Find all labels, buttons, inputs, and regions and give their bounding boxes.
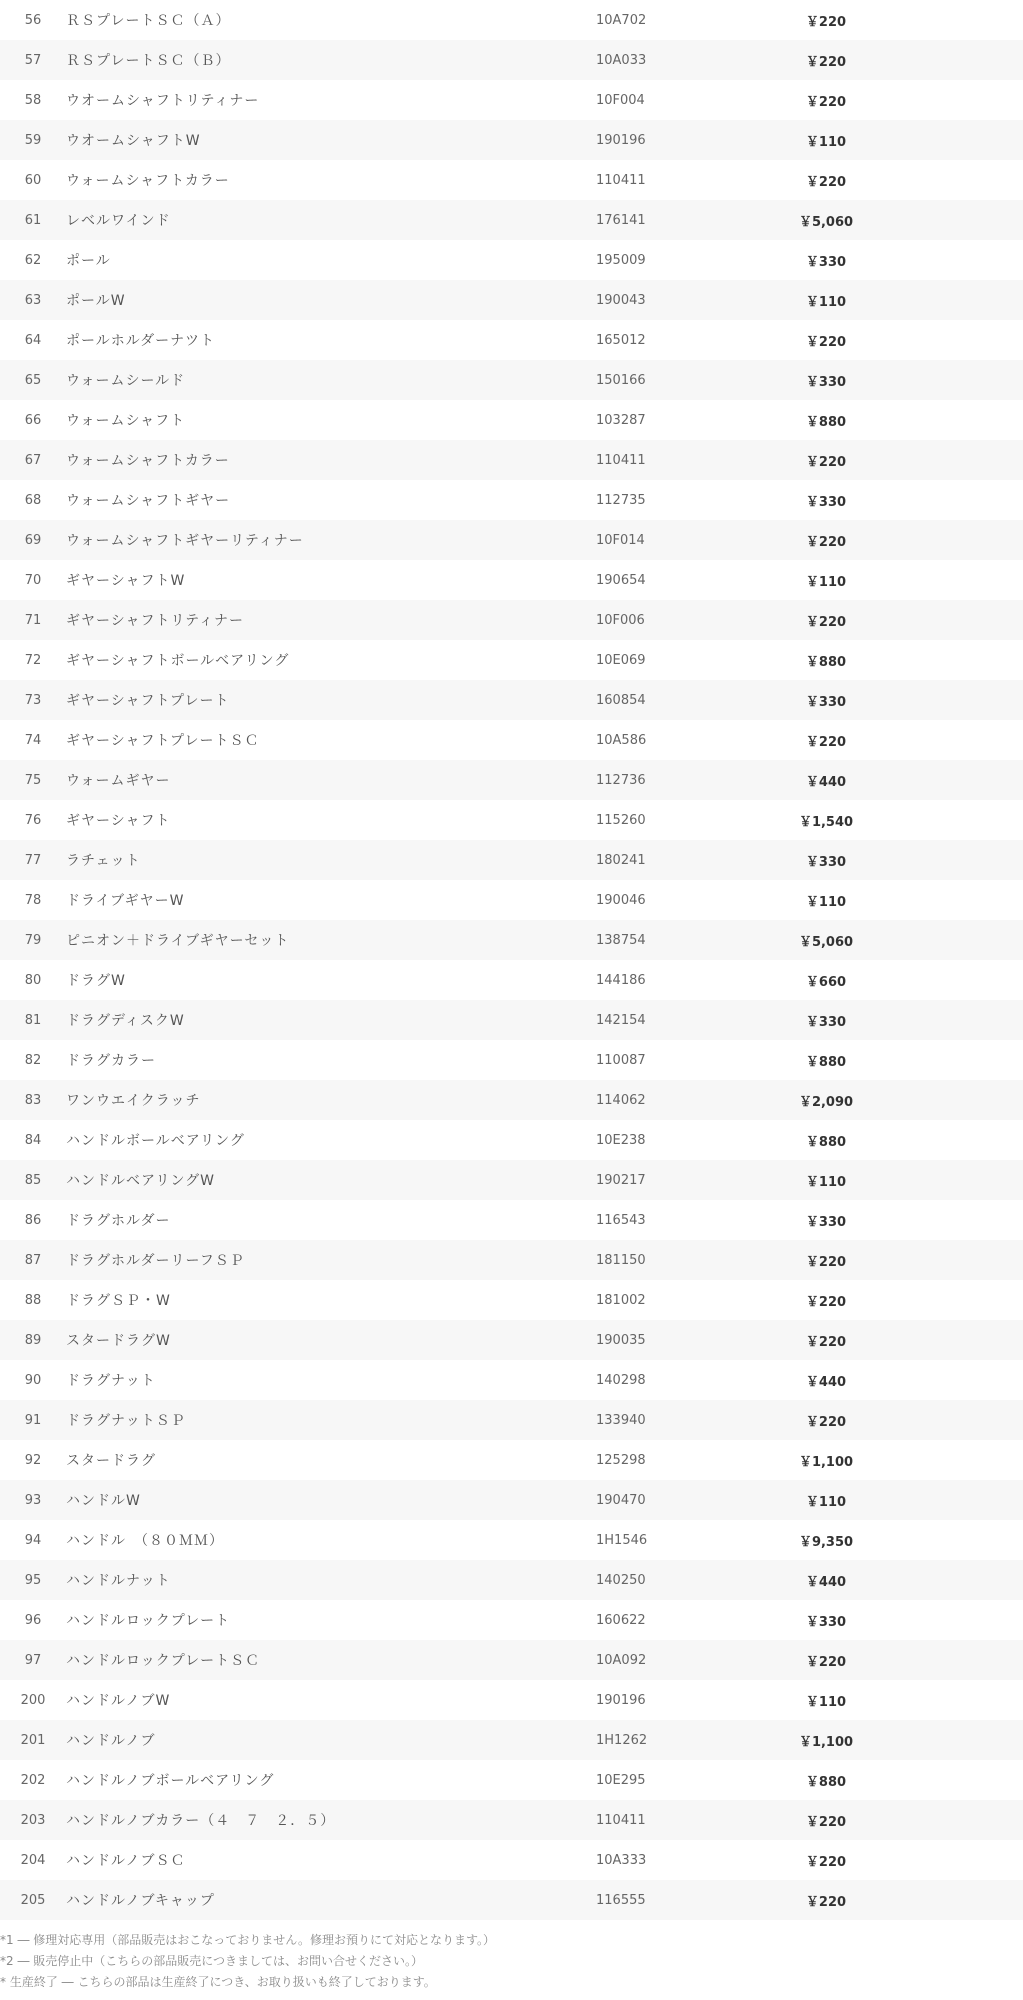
part-name-cell: ウオームシャフトW (66, 133, 201, 149)
part-price-cell: ￥330 (805, 1214, 847, 1230)
table-row (0, 1840, 1023, 1880)
part-number-cell: 87 (24, 1252, 42, 1268)
part-price-cell: ￥220 (805, 174, 847, 190)
row-spacer (896, 120, 1023, 160)
table-row (0, 200, 1023, 240)
part-code-cell: 114062 (596, 1092, 646, 1108)
table-row (0, 1280, 1023, 1320)
row-spacer (896, 440, 1023, 480)
part-price-cell: ￥220 (805, 1814, 847, 1830)
part-number-cell: 76 (24, 812, 42, 828)
table-row (0, 480, 1023, 520)
table-row (0, 840, 1023, 880)
part-price-cell: ￥110 (805, 294, 847, 310)
table-row (0, 880, 1023, 920)
row-spacer (896, 1480, 1023, 1520)
row-spacer (896, 200, 1023, 240)
part-number-cell: 71 (24, 612, 42, 628)
part-price-cell: ￥220 (805, 1894, 847, 1910)
part-price-cell: ￥220 (805, 334, 847, 350)
part-number-cell: 81 (24, 1012, 42, 1028)
part-name-cell: ウォームシャフト (66, 413, 186, 429)
row-spacer (896, 1760, 1023, 1800)
table-row (0, 960, 1023, 1000)
row-spacer (896, 1160, 1023, 1200)
table-row (0, 760, 1023, 800)
part-code-cell: 138754 (596, 932, 646, 948)
footnote-discontinued: * 生産終了 ― こちらの部品は生産終了につき、お取り扱いも終了しております。 (0, 1975, 436, 1989)
part-code-cell: 1H1546 (596, 1532, 648, 1548)
part-name-cell: ギヤーシャフトW (66, 573, 186, 589)
part-code-cell: 10E069 (596, 652, 646, 668)
part-number-cell: 74 (24, 732, 42, 748)
row-spacer (896, 1840, 1023, 1880)
row-spacer (896, 1360, 1023, 1400)
part-price-cell: ￥220 (805, 734, 847, 750)
table-row (0, 40, 1023, 80)
part-name-cell: ポール (66, 253, 111, 269)
row-spacer (896, 1320, 1023, 1360)
part-number-cell: 70 (24, 572, 42, 588)
part-price-cell: ￥110 (805, 1494, 847, 1510)
footnote-repair-only: *1 ― 修理対応専用（部品販売はおこなっておりません。修理お預りにて対応となります。） (0, 1933, 496, 1947)
part-code-cell: 1H1262 (596, 1732, 648, 1748)
part-code-cell: 142154 (596, 1012, 646, 1028)
part-name-cell: ハンドルノブボールベアリング (66, 1773, 275, 1789)
table-row (0, 360, 1023, 400)
part-number-cell: 88 (24, 1292, 42, 1308)
part-code-cell: 190046 (596, 892, 646, 908)
part-code-cell: 190043 (596, 292, 646, 308)
part-code-cell: 140298 (596, 1372, 646, 1388)
part-name-cell: ドラグＳＰ・W (66, 1293, 171, 1309)
part-code-cell: 10F004 (596, 92, 645, 108)
table-row (0, 680, 1023, 720)
row-spacer (896, 1560, 1023, 1600)
part-code-cell: 10E295 (596, 1772, 646, 1788)
part-number-cell: 67 (24, 452, 42, 468)
row-spacer (896, 320, 1023, 360)
table-row (0, 440, 1023, 480)
part-code-cell: 190196 (596, 132, 646, 148)
table-row (0, 0, 1023, 40)
footnote-sales-suspended: *2 ― 販売停止中（こちらの部品販売につきましては、お問い合せください。） (0, 1954, 424, 1968)
row-spacer (896, 920, 1023, 960)
table-row (0, 1680, 1023, 1720)
table-row (0, 240, 1023, 280)
part-name-cell: ハンドルノブ (66, 1733, 156, 1749)
part-name-cell: ハンドル （８０ＭＭ） (66, 1533, 224, 1549)
part-name-cell: ピニオン＋ドライブギヤーセット (66, 933, 290, 949)
part-code-cell: 195009 (596, 252, 646, 268)
part-code-cell: 112736 (596, 772, 646, 788)
table-row (0, 1360, 1023, 1400)
part-code-cell: 115260 (596, 812, 646, 828)
table-row (0, 1200, 1023, 1240)
part-number-cell: 69 (24, 532, 42, 548)
part-price-cell: ￥220 (805, 614, 847, 630)
row-spacer (896, 520, 1023, 560)
part-number-cell: 84 (24, 1132, 42, 1148)
part-price-cell: ￥880 (805, 1774, 847, 1790)
footnotes (0, 1930, 1023, 1993)
part-code-cell: 10A033 (596, 52, 647, 68)
row-spacer (896, 280, 1023, 320)
table-row (0, 1240, 1023, 1280)
part-code-cell: 10A702 (596, 12, 647, 28)
part-code-cell: 165012 (596, 332, 646, 348)
part-code-cell: 160622 (596, 1612, 646, 1628)
part-number-cell: 63 (24, 292, 42, 308)
part-name-cell: ハンドルW (66, 1493, 141, 1509)
table-row (0, 1720, 1023, 1760)
part-code-cell: 160854 (596, 692, 646, 708)
row-spacer (896, 1680, 1023, 1720)
part-name-cell: ドラグカラー (66, 1053, 156, 1069)
part-number-cell: 201 (20, 1732, 46, 1748)
part-number-cell: 89 (24, 1332, 42, 1348)
table-row (0, 80, 1023, 120)
part-name-cell: ハンドルノブカラー（４ ７ ２．５） (66, 1813, 336, 1829)
part-name-cell: ハンドルロックプレートＳＣ (66, 1653, 261, 1669)
part-name-cell: ギヤーシャフトリティナー (66, 613, 245, 629)
part-number-cell: 93 (24, 1492, 42, 1508)
part-code-cell: 10A092 (596, 1652, 647, 1668)
part-name-cell: ギヤーシャフトボールベアリング (66, 653, 290, 669)
table-row (0, 1440, 1023, 1480)
part-code-cell: 10F006 (596, 612, 645, 628)
row-spacer (896, 1880, 1023, 1920)
part-code-cell: 133940 (596, 1412, 646, 1428)
part-number-cell: 78 (24, 892, 42, 908)
part-price-cell: ￥330 (805, 254, 847, 270)
table-row (0, 600, 1023, 640)
table-row (0, 520, 1023, 560)
part-number-cell: 75 (24, 772, 42, 788)
part-number-cell: 59 (24, 132, 42, 148)
part-name-cell: ハンドルロックプレート (66, 1613, 231, 1629)
part-code-cell: 116555 (596, 1892, 646, 1908)
part-price-cell: ￥110 (805, 1174, 847, 1190)
part-price-cell: ￥330 (805, 374, 847, 390)
part-number-cell: 85 (24, 1172, 42, 1188)
row-spacer (896, 1440, 1023, 1480)
part-price-cell: ￥330 (805, 494, 847, 510)
table-row (0, 1520, 1023, 1560)
part-price-cell: ￥5,060 (798, 214, 854, 230)
part-name-cell: スタードラグ (66, 1453, 156, 1469)
table-row (0, 120, 1023, 160)
part-number-cell: 86 (24, 1212, 42, 1228)
table-row (0, 720, 1023, 760)
part-code-cell: 10A586 (596, 732, 647, 748)
part-number-cell: 203 (20, 1812, 46, 1828)
part-number-cell: 57 (24, 52, 42, 68)
part-code-cell: 140250 (596, 1572, 646, 1588)
part-number-cell: 205 (20, 1892, 46, 1908)
row-spacer (896, 1400, 1023, 1440)
part-number-cell: 77 (24, 852, 42, 868)
part-code-cell: 116543 (596, 1212, 646, 1228)
part-name-cell: ドラグホルダーリーフＳＰ (66, 1253, 245, 1269)
part-number-cell: 80 (24, 972, 42, 988)
table-row (0, 1120, 1023, 1160)
table-row (0, 800, 1023, 840)
table-row (0, 1400, 1023, 1440)
row-spacer (896, 1640, 1023, 1680)
row-spacer (896, 1040, 1023, 1080)
table-row (0, 400, 1023, 440)
part-number-cell: 200 (20, 1692, 46, 1708)
part-price-cell: ￥220 (805, 454, 847, 470)
part-code-cell: 190035 (596, 1332, 646, 1348)
part-price-cell: ￥880 (805, 1054, 847, 1070)
part-code-cell: 181150 (596, 1252, 646, 1268)
table-row (0, 1000, 1023, 1040)
part-name-cell: ウォームシールド (66, 373, 186, 389)
row-spacer (896, 600, 1023, 640)
part-name-cell: ハンドルナット (66, 1573, 171, 1589)
row-spacer (896, 1720, 1023, 1760)
part-price-cell: ￥330 (805, 1614, 847, 1630)
part-number-cell: 94 (24, 1532, 42, 1548)
table-row (0, 1160, 1023, 1200)
row-spacer (896, 800, 1023, 840)
row-spacer (896, 1520, 1023, 1560)
row-spacer (896, 960, 1023, 1000)
part-number-cell: 90 (24, 1372, 42, 1388)
table-row (0, 1480, 1023, 1520)
part-number-cell: 64 (24, 332, 42, 348)
row-spacer (896, 1800, 1023, 1840)
part-number-cell: 72 (24, 652, 42, 668)
part-code-cell: 181002 (596, 1292, 646, 1308)
part-number-cell: 83 (24, 1092, 42, 1108)
part-number-cell: 66 (24, 412, 42, 428)
table-row (0, 1560, 1023, 1600)
part-name-cell: ウォームシャフトギヤー (66, 493, 231, 509)
row-spacer (896, 640, 1023, 680)
part-name-cell: ハンドルボールベアリング (66, 1133, 245, 1149)
row-spacer (896, 1280, 1023, 1320)
part-price-cell: ￥660 (805, 974, 847, 990)
part-number-cell: 62 (24, 252, 42, 268)
part-number-cell: 61 (24, 212, 42, 228)
table-row (0, 320, 1023, 360)
row-spacer (896, 1600, 1023, 1640)
row-spacer (896, 560, 1023, 600)
part-code-cell: 110411 (596, 1812, 646, 1828)
part-name-cell: ウォームシャフトギヤーリティナー (66, 533, 304, 549)
part-number-cell: 97 (24, 1652, 42, 1668)
part-code-cell: 176141 (596, 212, 646, 228)
part-name-cell: ポールホルダーナツト (66, 333, 216, 349)
part-code-cell: 144186 (596, 972, 646, 988)
part-price-cell: ￥220 (805, 94, 847, 110)
table-row (0, 160, 1023, 200)
part-name-cell: レベルワインド (66, 213, 171, 229)
part-price-cell: ￥110 (805, 1694, 847, 1710)
part-number-cell: 79 (24, 932, 42, 948)
part-name-cell: ＲＳプレートＳＣ（Ａ） (66, 13, 231, 29)
row-spacer (896, 360, 1023, 400)
part-price-cell: ￥1,100 (798, 1454, 854, 1470)
part-name-cell: スタードラグW (66, 1333, 171, 1349)
table-row (0, 1320, 1023, 1360)
part-price-cell: ￥110 (805, 574, 847, 590)
part-name-cell: ギヤーシャフト (66, 813, 171, 829)
part-number-cell: 95 (24, 1572, 42, 1588)
part-price-cell: ￥220 (805, 14, 847, 30)
row-spacer (896, 80, 1023, 120)
part-number-cell: 73 (24, 692, 42, 708)
part-number-cell: 91 (24, 1412, 42, 1428)
part-name-cell: ドラグナット (66, 1373, 156, 1389)
row-spacer (896, 40, 1023, 80)
table-row (0, 560, 1023, 600)
part-name-cell: ギヤーシャフトプレート (66, 693, 230, 709)
part-code-cell: 190654 (596, 572, 646, 588)
part-number-cell: 58 (24, 92, 42, 108)
part-code-cell: 180241 (596, 852, 646, 868)
part-name-cell: ラチェット (66, 853, 141, 869)
row-spacer (896, 1120, 1023, 1160)
part-price-cell: ￥110 (805, 134, 847, 150)
row-spacer (896, 1080, 1023, 1120)
part-price-cell: ￥220 (805, 1334, 847, 1350)
row-spacer (896, 160, 1023, 200)
row-spacer (896, 1000, 1023, 1040)
part-price-cell: ￥330 (805, 1014, 847, 1030)
table-row (0, 1640, 1023, 1680)
part-price-cell: ￥9,350 (798, 1534, 854, 1550)
table-row (0, 280, 1023, 320)
part-name-cell: ウォームギヤー (66, 773, 171, 789)
part-code-cell: 190217 (596, 1172, 646, 1188)
part-number-cell: 60 (24, 172, 42, 188)
part-name-cell: ギヤーシャフトプレートＳＣ (66, 733, 260, 749)
part-price-cell: ￥2,090 (798, 1094, 854, 1110)
row-spacer (896, 1240, 1023, 1280)
part-name-cell: ハンドルベアリングW (66, 1173, 216, 1189)
table-row (0, 1880, 1023, 1920)
part-code-cell: 10F014 (596, 532, 645, 548)
part-number-cell: 202 (20, 1772, 46, 1788)
row-spacer (896, 720, 1023, 760)
part-price-cell: ￥220 (805, 1414, 847, 1430)
part-code-cell: 110087 (596, 1052, 646, 1068)
part-name-cell: ハンドルノブＳＣ (66, 1853, 186, 1869)
row-spacer (896, 760, 1023, 800)
part-price-cell: ￥880 (805, 654, 847, 670)
row-spacer (896, 240, 1023, 280)
part-name-cell: ドラグナットＳＰ (66, 1413, 186, 1429)
part-code-cell: 10A333 (596, 1852, 647, 1868)
table-row (0, 1600, 1023, 1640)
part-code-cell: 190196 (596, 1692, 646, 1708)
part-name-cell: ＲＳプレートＳＣ（Ｂ） (66, 53, 231, 69)
part-price-cell: ￥880 (805, 1134, 847, 1150)
part-price-cell: ￥220 (805, 54, 847, 70)
table-row (0, 640, 1023, 680)
part-number-cell: 92 (24, 1452, 42, 1468)
part-name-cell: ドラグホルダー (66, 1213, 171, 1229)
part-number-cell: 82 (24, 1052, 42, 1068)
table-row (0, 1040, 1023, 1080)
part-price-cell: ￥330 (805, 854, 847, 870)
part-name-cell: ドラグW (66, 973, 126, 989)
part-name-cell: ハンドルノブキャップ (66, 1893, 215, 1909)
part-price-cell: ￥220 (805, 1294, 847, 1310)
part-name-cell: ドライブギヤーW (66, 893, 185, 909)
part-name-cell: ハンドルノブW (66, 1693, 171, 1709)
part-number-cell: 65 (24, 372, 42, 388)
part-number-cell: 68 (24, 492, 42, 508)
part-code-cell: 103287 (596, 412, 646, 428)
table-row (0, 1080, 1023, 1120)
part-price-cell: ￥5,060 (798, 934, 854, 950)
part-number-cell: 56 (24, 12, 42, 28)
part-name-cell: ドラグディスクW (66, 1013, 185, 1029)
part-price-cell: ￥1,100 (798, 1734, 854, 1750)
part-price-cell: ￥110 (805, 894, 847, 910)
table-row (0, 1760, 1023, 1800)
part-number-cell: 96 (24, 1612, 42, 1628)
part-code-cell: 10E238 (596, 1132, 646, 1148)
row-spacer (896, 680, 1023, 720)
part-name-cell: ウォームシャフトカラー (66, 173, 230, 189)
part-number-cell: 204 (20, 1852, 46, 1868)
part-name-cell: ウオームシャフトリティナー (66, 93, 260, 109)
part-name-cell: ポールW (66, 293, 126, 309)
part-price-cell: ￥440 (805, 774, 847, 790)
row-spacer (896, 1200, 1023, 1240)
part-price-cell: ￥220 (805, 1854, 847, 1870)
row-spacer (896, 0, 1023, 40)
row-spacer (896, 480, 1023, 520)
part-name-cell: ウォームシャフトカラー (66, 453, 230, 469)
part-price-cell: ￥1,540 (798, 814, 854, 830)
row-spacer (896, 880, 1023, 920)
part-code-cell: 150166 (596, 372, 646, 388)
row-spacer (896, 840, 1023, 880)
part-price-cell: ￥440 (805, 1574, 847, 1590)
part-code-cell: 110411 (596, 172, 646, 188)
table-row (0, 920, 1023, 960)
part-price-cell: ￥440 (805, 1374, 847, 1390)
part-price-cell: ￥880 (805, 414, 847, 430)
part-price-cell: ￥220 (805, 1254, 847, 1270)
row-spacer (896, 400, 1023, 440)
part-price-cell: ￥220 (805, 534, 847, 550)
table-row (0, 1800, 1023, 1840)
part-code-cell: 110411 (596, 452, 646, 468)
part-price-cell: ￥220 (805, 1654, 847, 1670)
part-price-cell: ￥330 (805, 694, 847, 710)
part-code-cell: 190470 (596, 1492, 646, 1508)
part-code-cell: 112735 (596, 492, 646, 508)
part-name-cell: ワンウエイクラッチ (66, 1093, 201, 1109)
part-code-cell: 125298 (596, 1452, 646, 1468)
